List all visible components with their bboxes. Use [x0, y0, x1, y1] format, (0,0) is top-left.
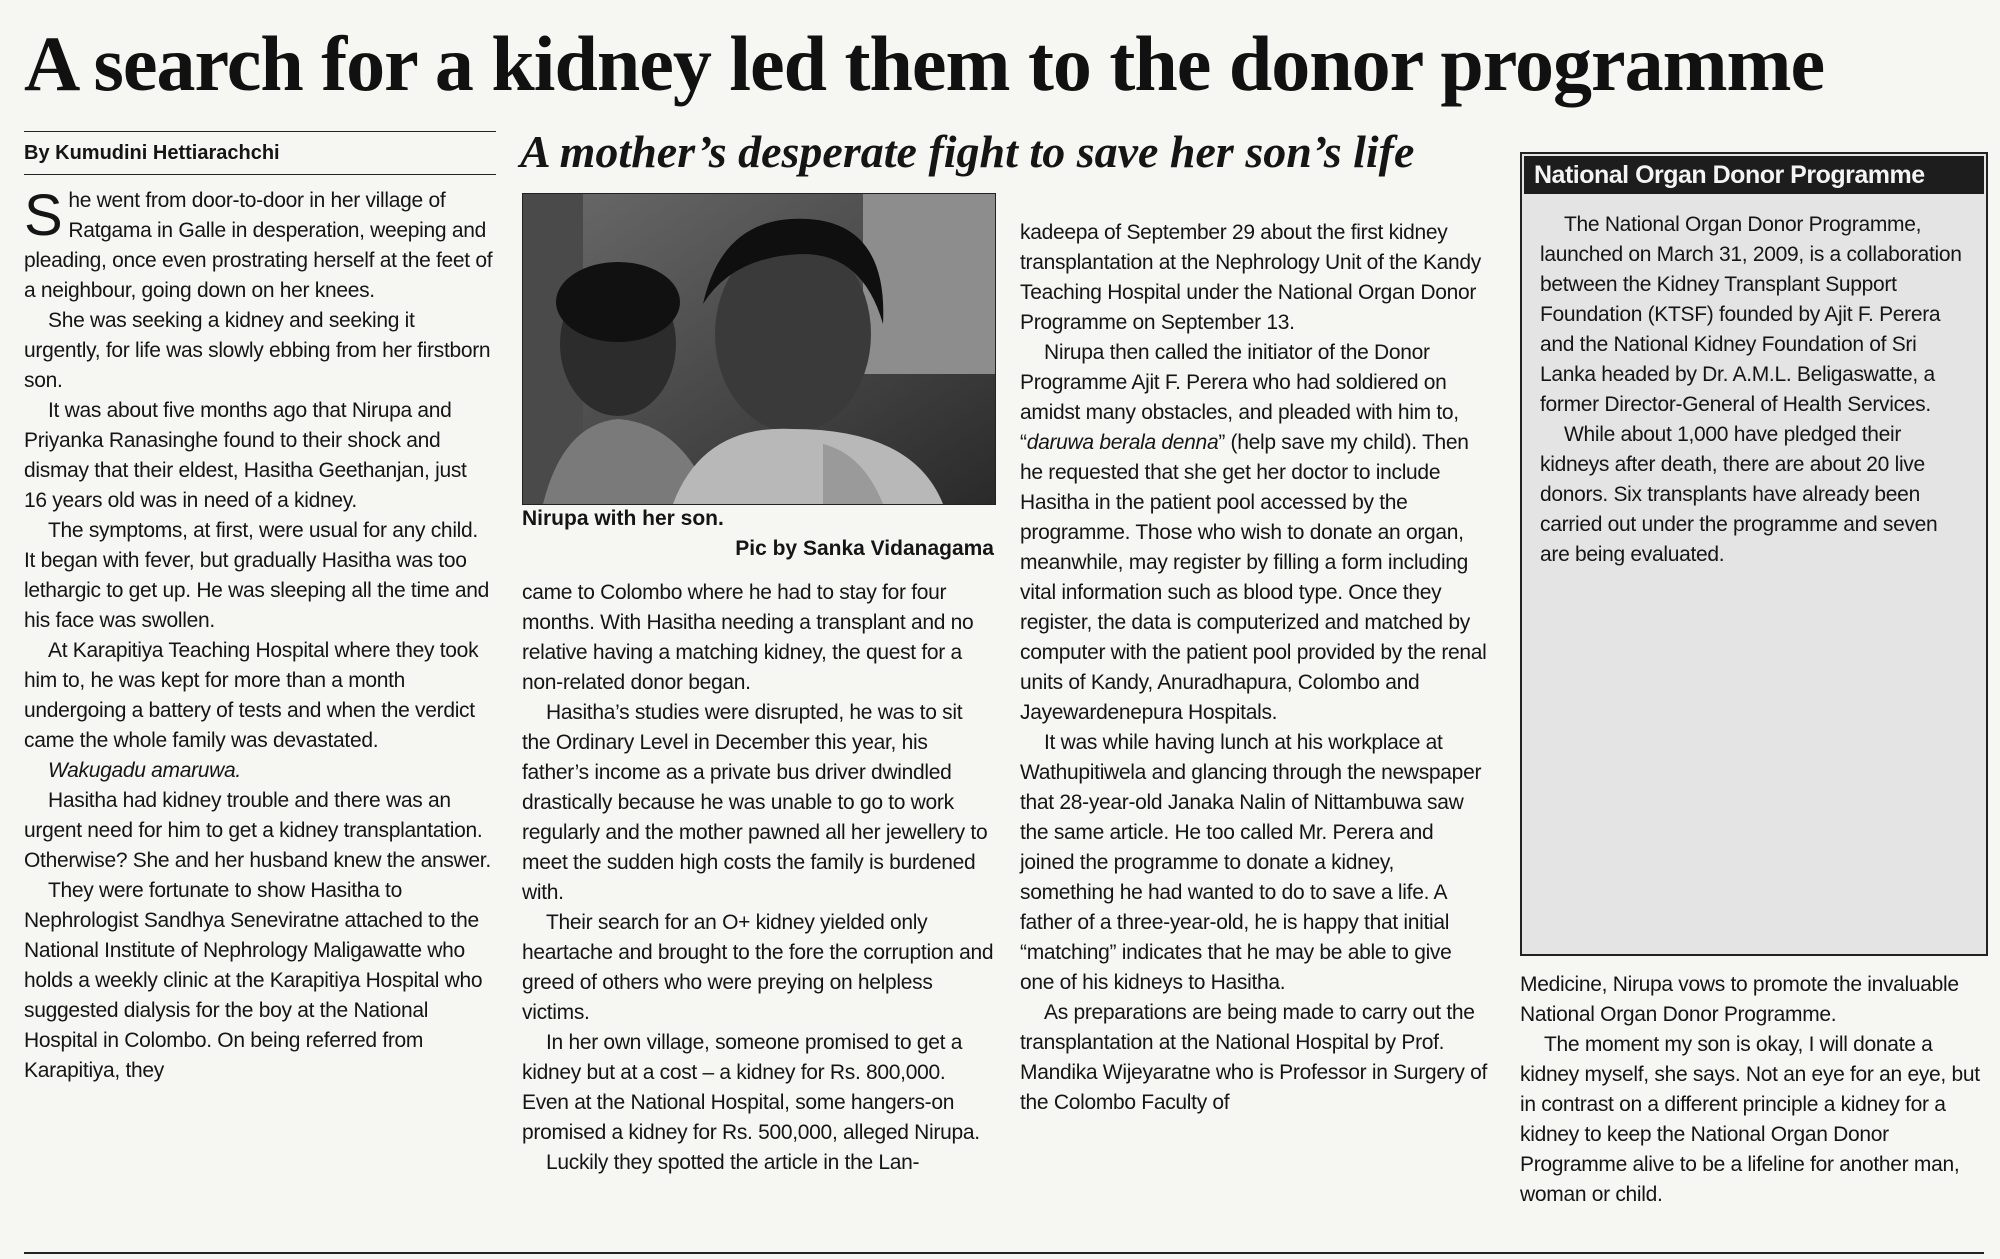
photo-caption: [522, 504, 994, 564]
article-column-3: [1020, 218, 1490, 1118]
sidebar-box: [1520, 152, 1988, 956]
sidebar-title: National Organ Donor Programme: [1524, 156, 1984, 194]
drop-cap: S: [24, 183, 63, 248]
paragraph: Luckily they spotted the article in the Lan-: [546, 1151, 920, 1174]
sinhala-phrase: daruwa berala denna: [1026, 431, 1219, 454]
byline: By Kumudini Hettiarachchi: [24, 142, 280, 164]
paragraph-text: he went from door-to-door in her village of Ratgama in Galle in desperation, weeping and pleading, once even prostrating herself at the feet of a neighbour, going down on her knees.: [24, 189, 493, 302]
paragraph: It was while having lunch at his workplace at Wathupitiwela and glancing through the newspaper that 28-year-old Janaka Nalin of Nittambuwa saw the same article. He too called Mr. Perera and joined the programme to donate a kidney, something he had wanted to do to save a life. A father of a three-year-old, he is happy that initial “matching” indicates that he may be able to give one of his kidneys to Hasitha.: [1020, 731, 1482, 994]
paragraph: Hasitha’s studies were disrupted, he was to sit the Ordinary Level in December this year, his father’s income as a private bus driver dwindled drastically because he was unable to go to work regularly and the mother pawned all her jewellery to meet the sudden high costs the family is burdened with.: [522, 701, 988, 904]
photo-credit: Pic by Sanka Vidanagama: [735, 537, 994, 560]
paragraph: In her own village, someone promised to get a kidney but at a cost – a kidney for Rs. 800,000. Even at the National Hospital, some hangers-on promised a kidney for Rs. 500,000, alleged Nirupa.: [522, 1031, 980, 1144]
photo-image: [523, 194, 995, 504]
sidebar-body: [1522, 196, 1986, 570]
paragraph: kadeepa of September 29 about the first kidney transplantation at the Nephrology Unit of the Kandy Teaching Hospital under the National Organ Donor Programme on September 13.: [1020, 221, 1482, 334]
paragraph: They were fortunate to show Hasitha to Nephrologist Sandhya Seneviratne attached to the National Institute of Nephrology Maligawatte who holds a weekly clinic at the Karapitiya Hospital who suggested dialysis for the boy at the National Hospital in Colombo. On being referred from Karapitiya, they: [24, 879, 483, 1082]
article-photo: [522, 193, 996, 505]
article-column-1: [24, 183, 494, 1086]
paragraph: Hasitha had kidney trouble and there was an urgent need for him to get a kidney transplantation. Otherwise? She and her husband knew the answer.: [24, 789, 491, 872]
headline: A search for a kidney led them to the donor programme: [24, 20, 1825, 107]
paragraph: The moment my son is okay, I will donate a kidney myself, she says. Not an eye for an eye, but in contrast on a different principle a kidney for a kidney to keep the National Organ Donor Programme alive to be a lifeline for another man, woman or child.: [1520, 1033, 1980, 1206]
paragraph: came to Colombo where he had to stay for four months. With Hasitha needing a transplant and no relative having a matching kidney, the quest for a non-related donor began.: [522, 581, 974, 694]
paragraph: The symptoms, at first, were usual for any child. It began with fever, but gradually Hasitha was too lethargic to get up. He was sleeping all the time and his face was swollen.: [24, 519, 490, 632]
paragraph-italic: Wakugadu amaruwa.: [48, 759, 241, 782]
paragraph: [1020, 338, 1490, 728]
paragraph: [24, 183, 494, 306]
sidebar-paragraph: While about 1,000 have pledged their kidneys after death, there are about 20 live donors. Six transplants have already been carried out under the programme and seven are being evaluated.: [1540, 423, 1938, 566]
article-column-4: [1520, 970, 1988, 1210]
paragraph: She was seeking a kidney and seeking it urgently, for life was slowly ebbing from her firstborn son.: [24, 309, 491, 392]
paragraph-text: Nirupa then called the initiator of the Donor Programme Ajit F. Perera who had soldiered on amidst many obstacles, and pleaded with him to, “: [1020, 341, 1459, 454]
byline-top-rule: [24, 131, 496, 132]
article-column-2: [522, 578, 994, 1178]
subheadline: A mother’s desperate fight to save her son’s life: [520, 126, 1415, 177]
paragraph: Their search for an O+ kidney yielded only heartache and brought to the fore the corruption and greed of others who were preying on helpless victims.: [522, 911, 994, 1024]
paragraph-text: ” (help save my child). Then he requested that she get her doctor to include Hasitha in the patient pool accessed by the programme. Those who wish to donate an organ, meanwhile, may register by filling a form including vital information such as blood type. Once they register, the data is computerized and matched by computer with the patient pool provided by the renal units of Kandy, Anuradhapura, Colombo and Jayewardenepura Hospitals.: [1020, 431, 1487, 724]
page-bottom-rule: [24, 1252, 1984, 1254]
sidebar-paragraph: The National Organ Donor Programme, launched on March 31, 2009, is a collaboration between the Kidney Transplant Support Foundation (KTSF) founded by Ajit F. Perera and the National Kidney Foundation of Sri Lanka headed by Dr. A.M.L. Beligaswatte, a former Director-General of Health Services.: [1540, 213, 1962, 416]
caption-text: Nirupa with her son.: [522, 507, 724, 530]
paragraph: At Karapitiya Teaching Hospital where they took him to, he was kept for more than a month undergoing a battery of tests and when the verdict came the whole family was devastated.: [24, 639, 479, 752]
paragraph: It was about five months ago that Nirupa and Priyanka Ranasinghe found to their shock and dismay that their eldest, Hasitha Geethanjan, just 16 years old was in need of a kidney.: [24, 399, 467, 512]
paragraph: As preparations are being made to carry out the transplantation at the National Hospital by Prof. Mandika Wijeyaratne who is Professor in Surgery of the Colombo Faculty of: [1020, 1001, 1488, 1114]
paragraph: Medicine, Nirupa vows to promote the invaluable National Organ Donor Programme.: [1520, 973, 1959, 1026]
byline-bottom-rule: [24, 174, 496, 175]
